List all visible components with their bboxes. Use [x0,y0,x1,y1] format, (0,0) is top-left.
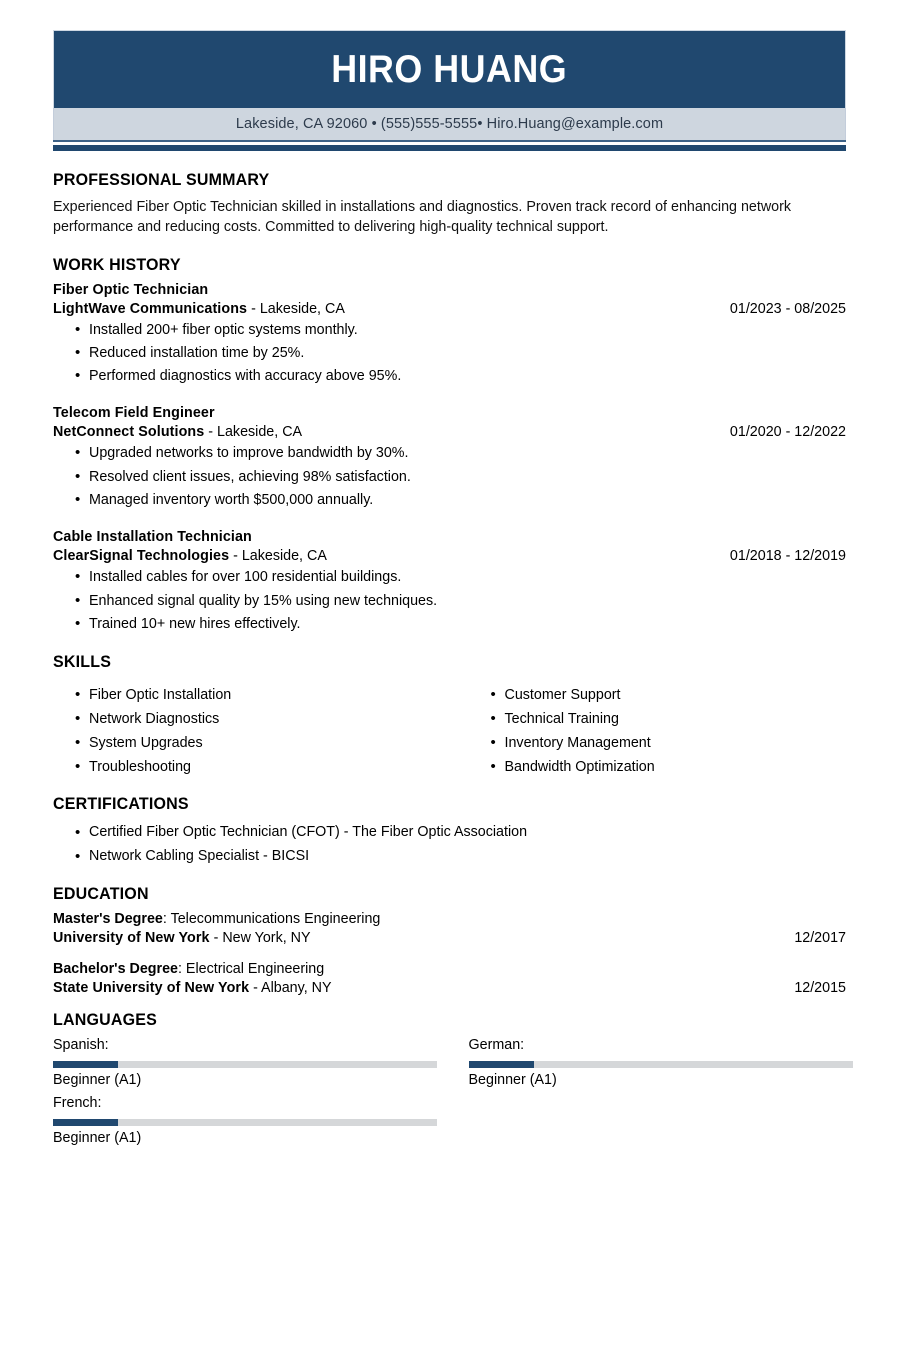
language-name: French: [53,1095,102,1112]
language-entry [53,1037,450,1088]
skills-columns [53,679,846,779]
language-proficiency-bar [469,1061,853,1068]
education-school-location [53,980,332,996]
job-entry [53,405,846,512]
language-proficiency-fill [53,1061,118,1068]
summary-paragraph: Experienced Fiber Optic Technician skilled in installations and diagnostics. Proven track record of enhancing network performance and reducing costs. Committed to delivering high-quality technical support. [53,199,792,236]
skill-item: • Bandwidth Optimization [469,755,847,779]
education-school: State University of New York [53,980,250,997]
job-bullet-list [53,442,846,512]
job-bullet: • Installed 200+ fiber optic systems monthly. [53,319,846,342]
job-bullet: • Reduced installation time by 25%. [53,342,846,365]
language-proficiency-fill [469,1061,534,1068]
job-bullet: • Enhanced signal quality by 15% using new techniques. [53,590,846,613]
education-degree-label: Bachelor's Degree [53,961,178,978]
skills-column-left [53,679,450,779]
job-company: ClearSignal Technologies [53,548,230,565]
education-date: 12/2017 [794,930,846,947]
job-dates: 01/2018 - 12/2019 [729,548,846,565]
skills-list-right [469,683,847,779]
language-proficiency-fill [53,1119,118,1126]
name-banner [53,30,846,108]
certifications-list [53,821,846,869]
job-title: Fiber Optic Technician [53,281,209,298]
skill-item: • Customer Support [469,683,847,707]
education-entry [53,961,846,996]
education-school: University of New York [53,930,210,947]
skill-item: • System Upgrades [53,731,450,755]
resume-body [53,151,846,1153]
job-bullet: • Upgraded networks to improve bandwidth by 30%. [53,442,846,465]
section-certifications [53,795,846,869]
job-title: Telecom Field Engineer [53,405,215,422]
job-header-line [53,424,846,440]
job-bullet: • Resolved client issues, achieving 98% satisfaction. [53,466,846,489]
resume-document [53,0,846,1155]
language-level: Beginner (A1) [468,1072,557,1089]
education-degree-field: : Telecommunications Engineering [162,911,381,928]
job-company-location [53,548,327,564]
education-degree-field: : Electrical Engineering [177,961,325,978]
certification-item: • Network Cabling Specialist - BICSI [53,845,846,869]
contact-line: Lakeside, CA 92060 • (555)555-5555• Hiro.Huang@example.com [235,116,664,132]
language-entry [450,1037,847,1088]
job-bullet-list [53,319,846,389]
section-professional-summary [53,171,846,238]
job-bullet-list [53,566,846,636]
skill-item: • Fiber Optic Installation [53,683,450,707]
language-entry [53,1095,450,1146]
skills-column-right [450,679,847,779]
skill-item: • Troubleshooting [53,755,450,779]
job-entry [53,529,846,636]
section-title-work-history: WORK HISTORY [53,255,181,274]
education-school-location [53,930,311,946]
job-company-location [53,301,345,317]
job-company-location [53,424,302,440]
skill-item: • Inventory Management [469,731,847,755]
language-name: Spanish: [53,1037,109,1054]
job-company: LightWave Communications [53,300,248,317]
education-school-line [53,980,846,996]
job-bullet: • Trained 10+ new hires effectively. [53,613,846,636]
job-entry [53,282,846,389]
education-degree-line [53,961,846,977]
language-level: Beginner (A1) [53,1072,142,1089]
section-education [53,885,846,996]
skills-list-left [53,683,450,779]
language-proficiency-bar [53,1119,437,1126]
job-dates: 01/2023 - 08/2025 [729,300,846,317]
education-location: - Albany, NY [249,980,332,997]
job-company: NetConnect Solutions [53,424,205,441]
job-title: Cable Installation Technician [53,529,252,546]
education-location: - New York, NY [209,930,311,947]
job-header-line [53,301,846,317]
job-bullet: • Performed diagnostics with accuracy above 95%. [53,365,846,388]
languages-grid [53,1037,846,1153]
job-location: - Lakeside, CA [229,548,327,565]
language-proficiency-bar [53,1061,437,1068]
education-entry [53,911,846,946]
job-header-line [53,548,846,564]
language-level: Beginner (A1) [53,1130,142,1147]
job-location: - Lakeside, CA [247,300,345,317]
job-bullet: • Installed cables for over 100 residential buildings. [53,566,846,589]
language-name: German: [468,1037,525,1054]
skill-item: • Technical Training [469,707,847,731]
section-work-history [53,256,846,637]
section-title-skills: SKILLS [53,653,112,672]
candidate-name: HIRO HUANG [331,47,568,91]
certification-item: • Certified Fiber Optic Technician (CFOT) - The Fiber Optic Association [53,821,846,845]
section-languages [53,1011,846,1153]
education-degree-label: Master's Degree [53,911,163,928]
job-bullet: • Managed inventory worth $500,000 annually. [53,489,846,512]
education-date: 12/2015 [794,980,846,997]
section-title-summary: PROFESSIONAL SUMMARY [53,171,270,189]
education-school-line [53,930,846,946]
contact-banner [53,108,846,140]
section-title-languages: LANGUAGES [53,1011,158,1030]
education-degree-line [53,911,846,927]
job-dates: 01/2020 - 12/2022 [729,424,846,441]
section-title-certifications: CERTIFICATIONS [53,795,189,814]
section-skills [53,653,846,779]
section-title-education: EDUCATION [53,885,149,904]
job-location: - Lakeside, CA [204,424,303,441]
skill-item: • Network Diagnostics [53,707,450,731]
